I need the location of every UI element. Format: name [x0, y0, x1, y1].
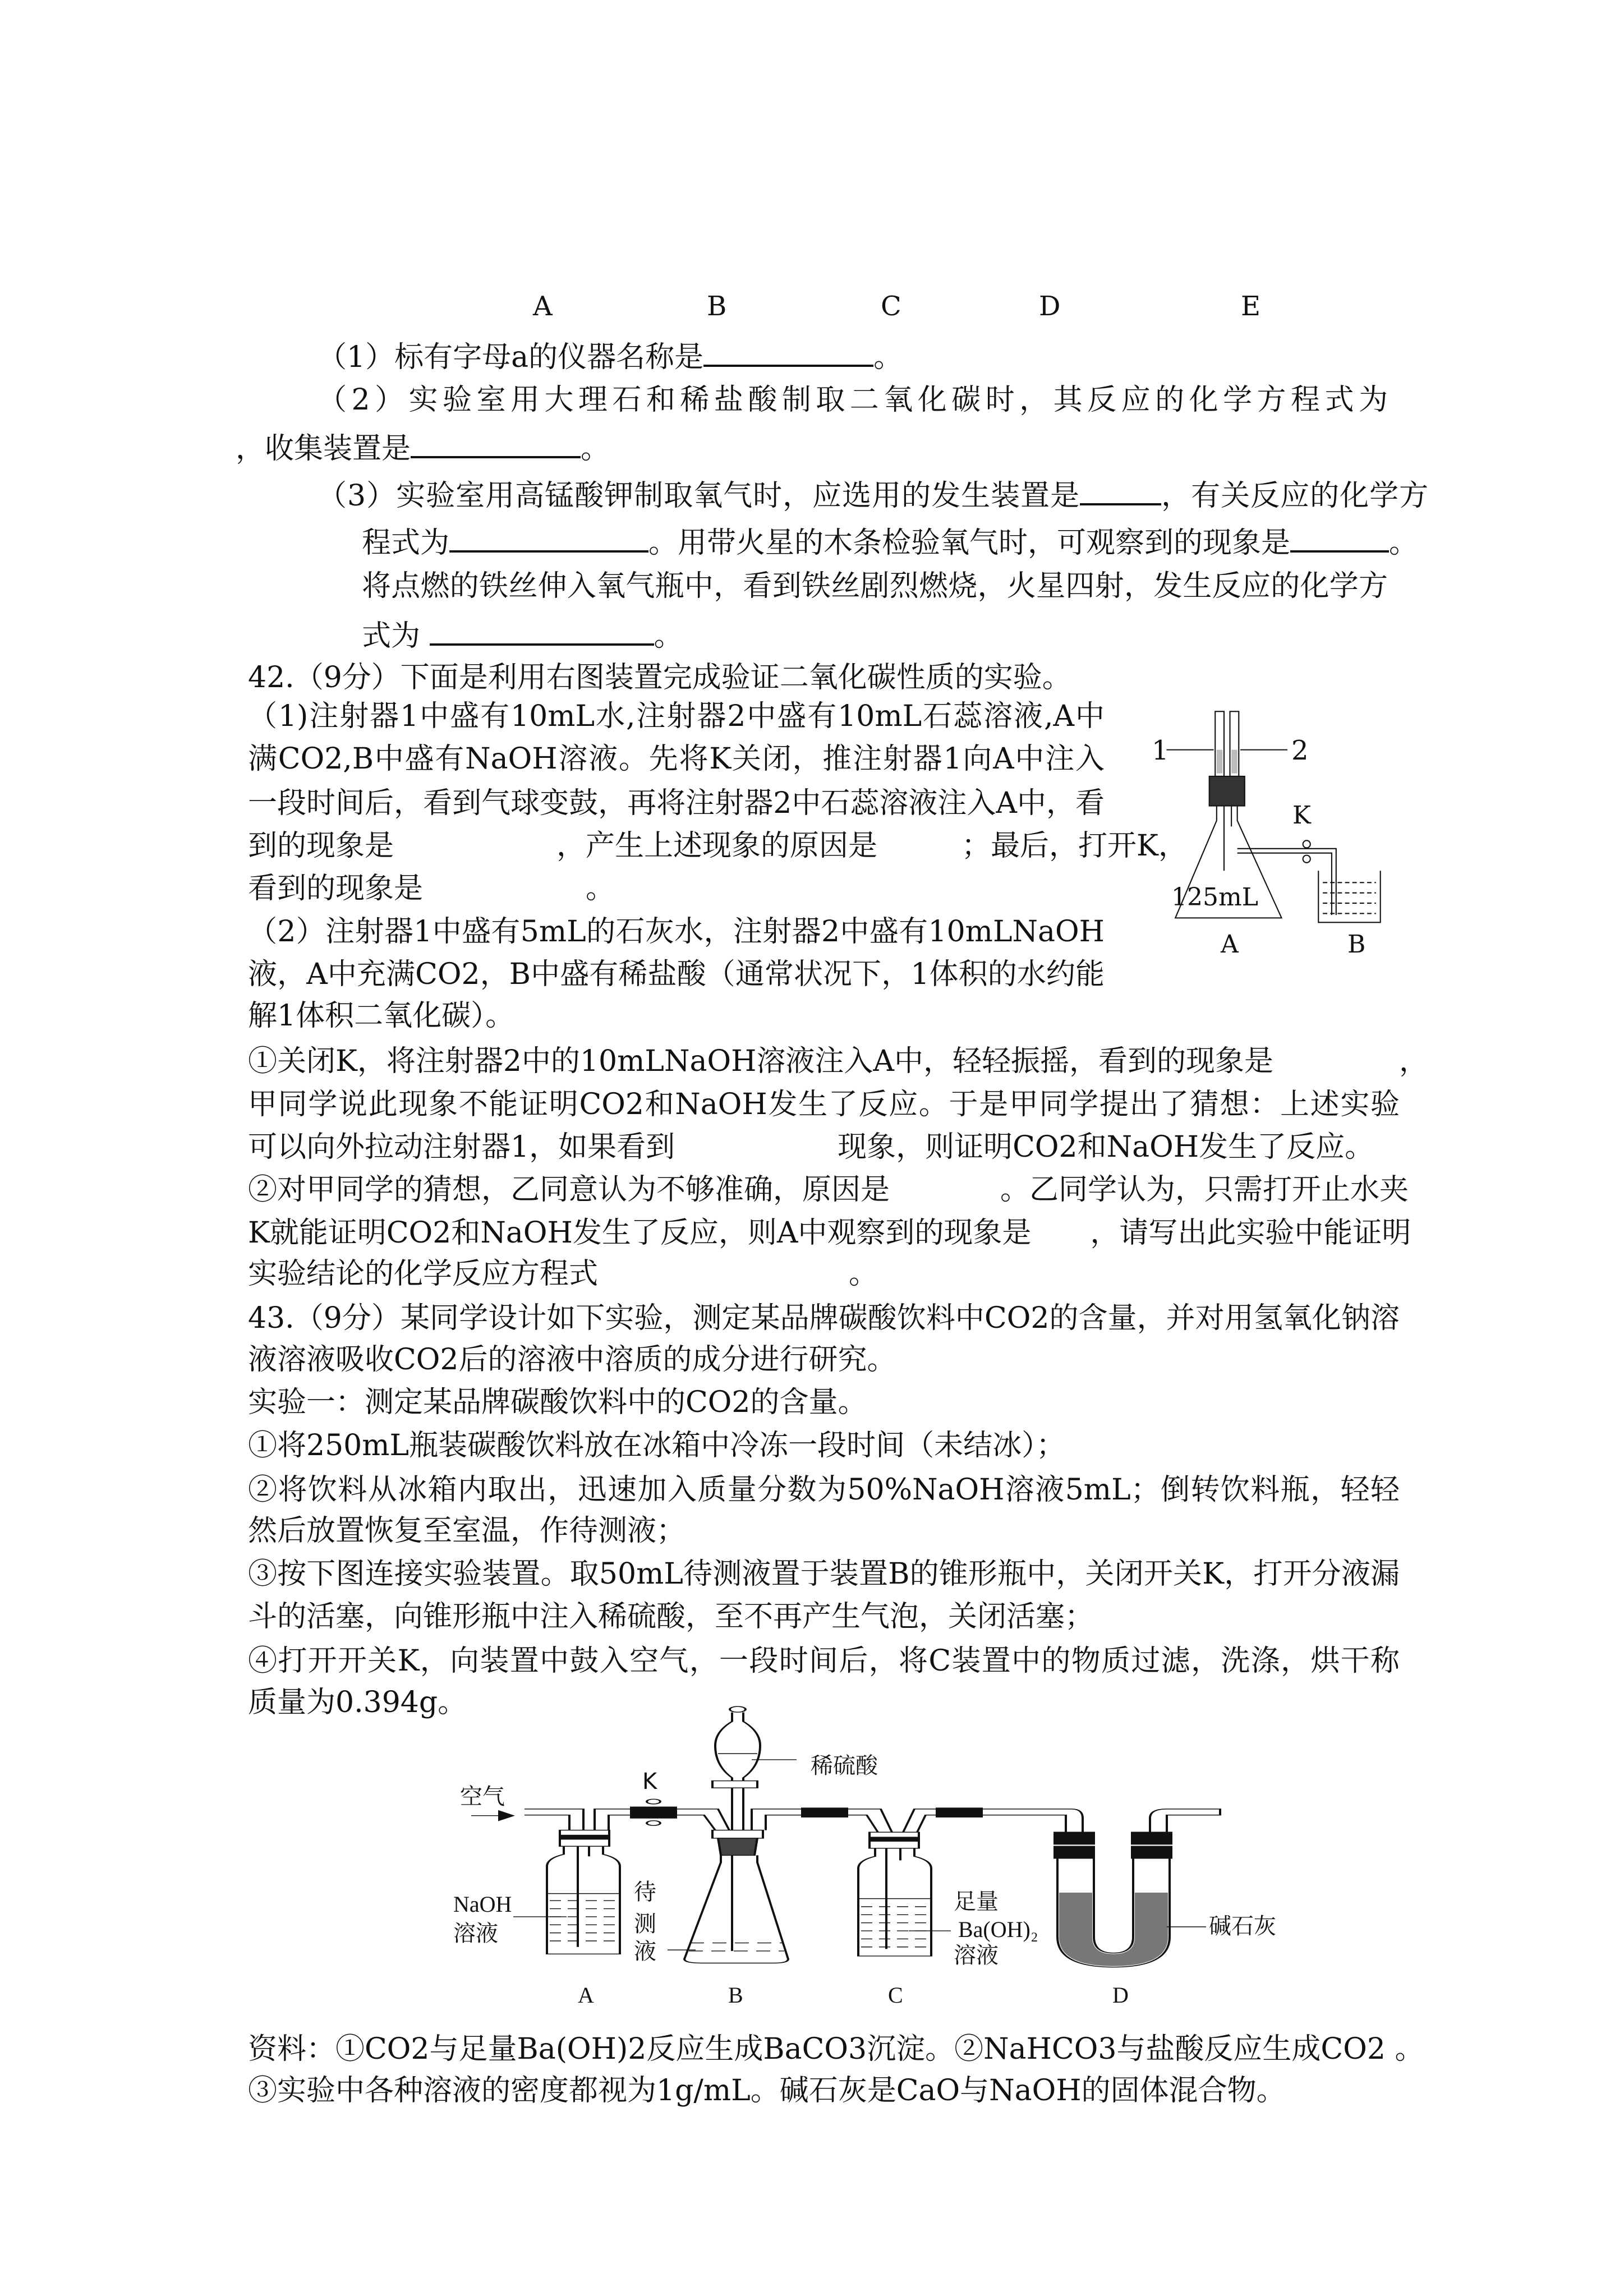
q43-line: 43.（9分）某同学设计如下实验，测定某品牌碳酸饮料中CO2的含量，并对用氢氧化钠溶: [248, 1301, 1400, 1335]
answer-blank[interactable]: [411, 427, 581, 458]
answer-blank[interactable]: [423, 892, 586, 898]
q41-p3a-end: ，有关反应的化学方: [1161, 479, 1429, 513]
q41-part3-line1: [318, 474, 1429, 512]
q42-text: ②对甲同学的猜想，乙同意认为不够准确，原因是: [248, 1173, 890, 1207]
q42-text: 。: [586, 872, 615, 905]
q42-line: 解1体积二氧化碳）。: [248, 999, 515, 1033]
q43-line: 液溶液吸收CO2后的溶液中溶质的成分进行研究。: [248, 1343, 896, 1377]
device-label-b: B: [707, 291, 727, 322]
q42-text: 。: [849, 1257, 878, 1291]
q42-text: 可以向外拉动注射器1，如果看到: [248, 1130, 675, 1164]
q42-line: [248, 1128, 1374, 1166]
q43-line: ③按下图连接实验装置。取50mL待测液置于装置B的锥形瓶中，关闭开关K，打开分液漏: [248, 1557, 1400, 1591]
answer-blank[interactable]: [1290, 521, 1389, 553]
answer-blank[interactable]: [877, 850, 961, 855]
device-c-label: C: [888, 1982, 903, 2008]
q42-text: 实验结论的化学反应方程式: [248, 1257, 599, 1291]
sample-label-1: 待: [634, 1879, 656, 1905]
reference-line-1: 资料：①CO2与足量Ba(OH)2反应生成BaCO3沉淀。②NaHCO3与盐酸反应生成CO2 。: [248, 2032, 1424, 2066]
answer-blank[interactable]: [449, 521, 648, 553]
q42-text: ①关闭K，将注射器2中的10mLNaOH溶液注入A中，轻轻振摇，看到的现象是: [248, 1045, 1273, 1078]
q43-line: ②将饮料从冰箱内取出，迅速加入质量分数为50%NaOH溶液5mL；倒转饮料瓶，轻轻: [248, 1473, 1400, 1507]
q41-p2b-end: 。: [581, 432, 610, 466]
q41-p3b-mid: 。用带火星的木条检验氧气时，可观察到的现象是: [648, 526, 1291, 560]
q42-text: K就能证明CO2和NaOH发生了反应，则A中观察到的现象是: [248, 1216, 1032, 1250]
q42-line: （1)注射器1中盛有10mL水,注射器2中盛有10mL石蕊溶液,A中: [248, 700, 1105, 733]
baoh2-solution-label: 溶液: [954, 1943, 999, 1968]
q42-text: 现象，则证明CO2和NaOH发生了反应。: [838, 1130, 1374, 1164]
q42-text: ，产生上述现象的原因是: [556, 829, 878, 863]
answer-blank[interactable]: [394, 850, 556, 855]
reference-line-2: ③实验中各种溶液的密度都视为1g/mL。碱石灰是CaO与NaOH的固体混合物。: [248, 2074, 1286, 2108]
q42-line: [248, 1255, 878, 1293]
answer-blank[interactable]: [598, 1278, 849, 1283]
beaker-b-label: B: [1347, 930, 1366, 959]
q41-part3-line3: 将点燃的铁丝伸入氧气瓶中，看到铁丝剧烈燃烧，火星四射，发生反应的化学方: [362, 569, 1388, 603]
q42-line: （2）注射器1中盛有5mL的石灰水，注射器2中盛有10mLNaOH: [248, 915, 1105, 949]
q43-line: 斗的活塞，向锥形瓶中注入稀硫酸，至不再产生气泡，关闭活塞；: [248, 1600, 1094, 1634]
q43-line: 实验一：测定某品牌碳酸饮料中的CO2的含量。: [248, 1386, 867, 1419]
q41-part2-line2: [236, 427, 610, 465]
device-label-a: A: [533, 291, 553, 322]
answer-blank[interactable]: [703, 335, 873, 367]
syringe-2-label: 2: [1291, 735, 1309, 766]
q41-p3b-text: 程式为: [362, 526, 450, 560]
q42-line: [248, 1042, 1428, 1080]
q42-line: 满CO2,B中盛有NaOH溶液。先将K关闭，推注射器1向A中注入: [248, 742, 1105, 776]
q43-line: 然后放置恢复至室温，作待测液；: [248, 1514, 686, 1548]
device-label-e: E: [1241, 291, 1261, 322]
device-b-label: B: [728, 1982, 743, 2008]
baoh2-label: Ba(OH)₂: [958, 1917, 1038, 1942]
q42-text: ，: [1398, 1045, 1428, 1078]
answer-blank[interactable]: [1273, 1065, 1399, 1071]
q42-line: [248, 827, 1188, 865]
dilute-sulfuric-acid-label: 稀硫酸: [811, 1753, 878, 1779]
answer-blank[interactable]: [675, 1151, 838, 1157]
syringe-1-label: 1: [1152, 735, 1169, 766]
q41-p3b-end: 。: [1389, 526, 1419, 560]
q43-line: ④打开开关K，向装置中鼓入空气，一段时间后，将C装置中的物质过滤，洗涤，烘干称: [248, 1644, 1400, 1678]
answer-blank[interactable]: [890, 1194, 1000, 1199]
q41-part3-line4: [362, 614, 683, 652]
q41-part1: [318, 335, 903, 374]
q41-p3a-text: （3）实验室用高锰酸钾制取氧气时，应选用的发生装置是: [318, 479, 1080, 513]
q42-text: ，请写出此实验中能证明: [1090, 1216, 1411, 1250]
soda-lime-label: 碱石灰: [1209, 1913, 1276, 1939]
q41-p2b-text: ，收集装置是: [236, 432, 411, 466]
q42-text: 。乙同学认为，只需打开止水夹: [1000, 1173, 1409, 1207]
q42-text: 到的现象是: [248, 829, 394, 863]
q41-part2-line1: （2）实验室用大理石和稀盐酸制取二氧化碳时，其反应的化学方程式为: [318, 383, 1388, 417]
sample-label-2: 测: [634, 1911, 656, 1937]
answer-blank[interactable]: [430, 614, 654, 646]
answer-blank[interactable]: [1031, 1237, 1090, 1243]
clamp-k-label: K: [1292, 801, 1311, 830]
naoh-solution-label: 溶液: [453, 1921, 498, 1947]
q42-line: 一段时间后，看到气球变鼓，再将注射器2中石蕊溶液注入A中，看: [248, 786, 1105, 820]
naoh-label: NaOH: [453, 1892, 512, 1917]
q41-p1-end: 。: [873, 341, 903, 374]
q43-line: ①将250mL瓶装碳酸饮料放在冰箱中冷冻一段时间（未结冰）；: [248, 1429, 1066, 1462]
co2-measurement-apparatus: [438, 1705, 1307, 2019]
q41-part3-line2: [362, 521, 1418, 559]
q41-p3d-text: 式为: [362, 619, 430, 653]
device-a-label: A: [578, 1982, 594, 2008]
q42-line: [248, 1171, 1409, 1209]
device-d-label: D: [1112, 1982, 1129, 2008]
q42-title: 42.（9分）下面是利用右图装置完成验证二氧化碳性质的实验。: [248, 661, 1071, 694]
q41-p1-text: （1）标有字母a的仪器名称是: [318, 341, 704, 374]
co2-apparatus-diagram: [1152, 708, 1388, 959]
answer-blank[interactable]: [1080, 474, 1161, 505]
q42-line: [248, 1214, 1411, 1252]
flask-a-label: A: [1221, 930, 1239, 959]
q42-text: 看到的现象是: [248, 872, 424, 905]
device-label-c: C: [881, 291, 901, 322]
device-label-d: D: [1039, 291, 1061, 322]
flask-volume-label: 125mL: [1171, 883, 1258, 912]
q41-p3d-end: 。: [654, 619, 683, 653]
clamp-k-label: K: [642, 1769, 657, 1795]
excess-label: 足量: [954, 1889, 999, 1915]
air-inlet-label: 空气: [460, 1784, 505, 1810]
sample-label-3: 液: [634, 1939, 656, 1964]
q42-line: [248, 869, 615, 908]
q42-text: ；最后，打开K，: [961, 829, 1188, 863]
q42-line: 甲同学说此现象不能证明CO2和NaOH发生了反应。于是甲同学提出了猜想：上述实验: [248, 1088, 1400, 1121]
q42-line: 液，A中充满CO2，B中盛有稀盐酸（通常状况下，1体积的水约能: [248, 958, 1105, 991]
q43-line: 质量为0.394g。: [248, 1686, 467, 1719]
